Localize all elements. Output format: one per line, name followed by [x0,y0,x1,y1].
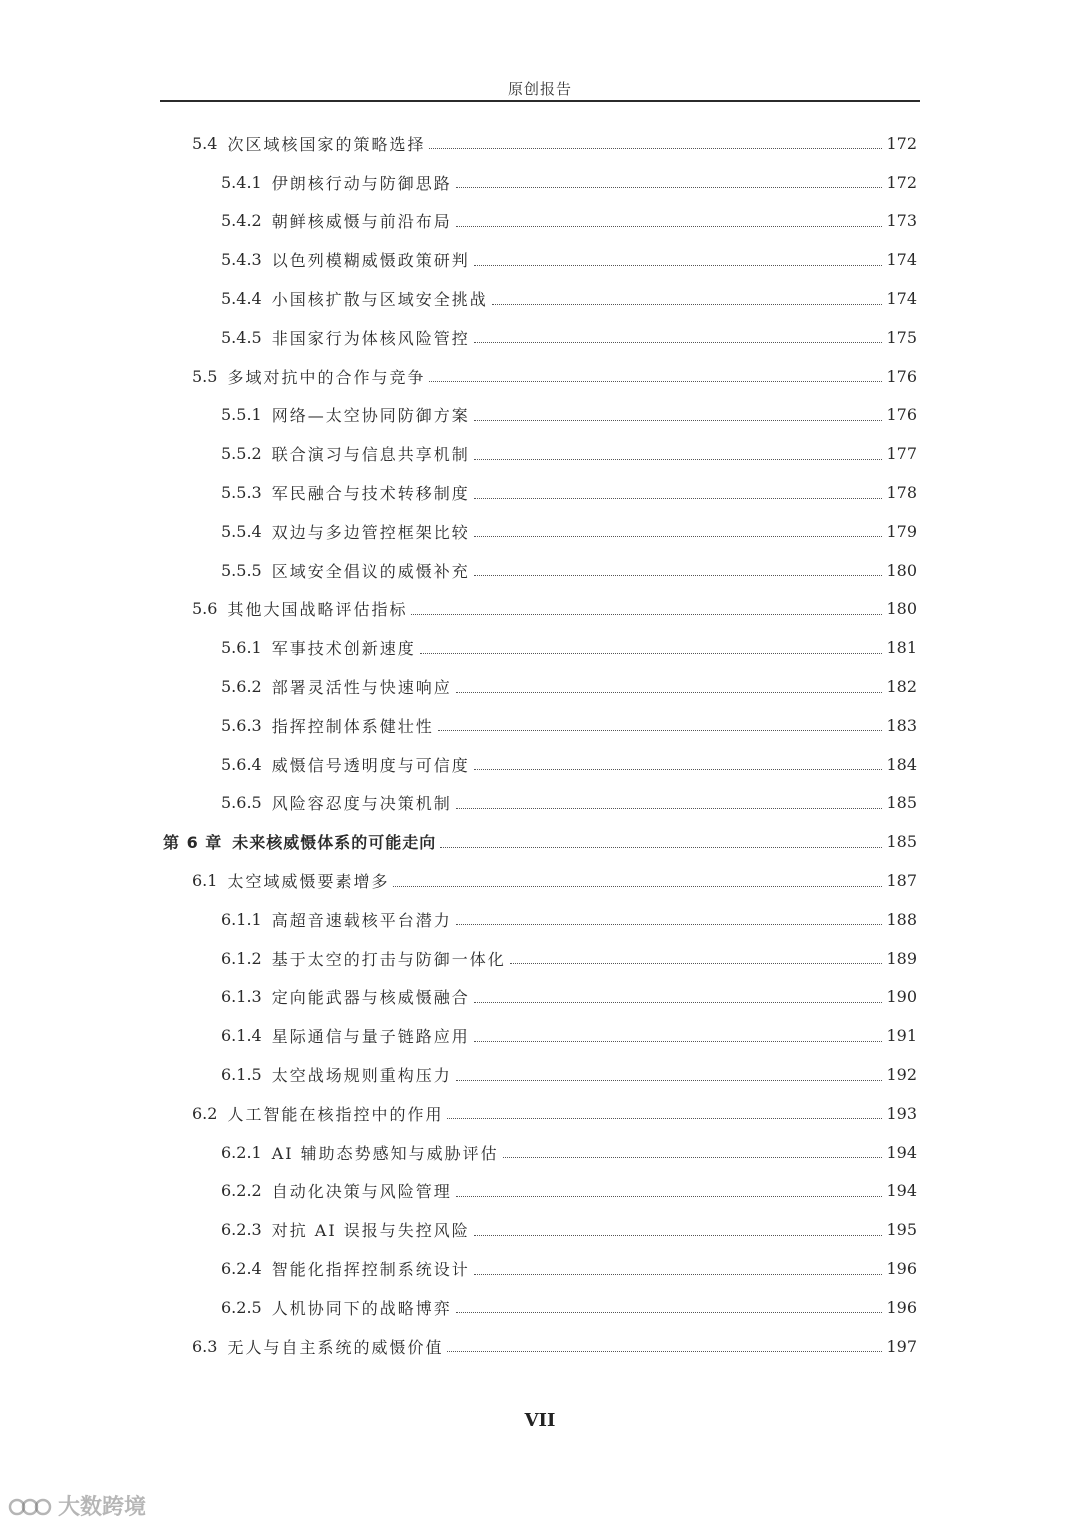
toc-entry[interactable] [221,163,917,202]
toc-dot-leader [456,1195,883,1197]
toc-entry-title: 指挥控制体系健壮性 [271,716,434,736]
toc-entry[interactable] [192,861,917,900]
toc-entry-number: 6.2.3 [221,1220,262,1240]
toc-entry[interactable] [221,1210,917,1249]
toc-entry-page: 179 [886,521,917,541]
toc-dot-leader [474,1273,883,1275]
toc-entry-number: 5.4.5 [221,327,262,347]
toc-entry-page: 193 [886,1103,917,1123]
toc-dot-leader [474,768,883,770]
toc-entry-number: 5.5.4 [221,521,262,541]
toc-entry[interactable] [221,434,917,473]
toc-dot-leader [510,962,883,964]
toc-entry-title: 次区域核国家的策略选择 [227,134,426,154]
toc-entry[interactable] [221,396,917,435]
toc-entry[interactable] [221,1249,917,1288]
toc-entry-title: 部署灵活性与快速响应 [271,678,452,698]
toc-entry[interactable] [221,628,917,667]
toc-entry-page: 174 [886,250,917,270]
toc-entry-page: 197 [886,1336,917,1356]
toc-entry-title: 太空战场规则重构压力 [271,1066,452,1086]
toc-entry[interactable] [221,202,917,241]
toc-entry[interactable] [192,1094,917,1133]
toc-entry-page: 180 [886,599,917,619]
toc-entry-page: 196 [886,1259,917,1279]
toc-dot-leader [411,613,882,615]
header-rule [160,100,920,102]
toc-entry-number: 5.5 [192,366,218,386]
toc-dot-leader [474,1001,883,1003]
toc-entry-number: 5.6.1 [221,638,262,658]
toc-entry-title: 智能化指挥控制系统设计 [271,1260,470,1280]
toc-entry-title: 自动化决策与风险管理 [271,1182,452,1202]
toc-entry-number: 6.2 [192,1103,218,1123]
toc-entry-page: 180 [886,560,917,580]
toc-entry-title: 伊朗核行动与防御思路 [271,173,452,193]
toc-dot-leader [474,535,883,537]
toc-entry-number: 5.6.3 [221,715,262,735]
toc-entry-title: 高超音速载核平台潜力 [271,910,452,930]
toc-entry-number: 6.2.4 [221,1259,262,1279]
toc-entry-title: 定向能武器与核威慑融合 [271,988,470,1008]
toc-entry[interactable] [192,357,917,396]
toc-entry-title: 多域对抗中的合作与竞争 [227,367,426,387]
toc-entry-title: 区域安全倡议的威慑补充 [271,561,470,581]
toc-dot-leader [456,1079,883,1081]
toc-entry-number: 6.1.1 [221,909,262,929]
toc-entry-number: 5.5.5 [221,560,262,580]
toc-entry-title: 其他大国战略评估指标 [227,600,408,620]
toc-entry-page: 172 [886,172,917,192]
toc-entry-title: 双边与多边管控框架比较 [271,522,470,542]
toc-entry-page: 194 [886,1142,917,1162]
toc-entry-page: 195 [886,1220,917,1240]
toc-entry-page: 192 [886,1065,917,1085]
toc-entry-number: 5.6.5 [221,793,262,813]
toc-entry-page: 190 [886,987,917,1007]
toc-entry-title: 星际通信与量子链路应用 [271,1027,470,1047]
toc-entry-title: 非国家行为体核风险管控 [271,328,470,348]
toc-dot-leader [456,923,883,925]
toc-entry[interactable] [221,240,917,279]
toc-entry[interactable] [221,667,917,706]
toc-dot-leader [420,652,883,654]
toc-entry-number: 5.5.2 [221,444,262,464]
toc-entry-number: 5.4.3 [221,250,262,270]
toc-entry[interactable] [221,784,917,823]
toc-entry-page: 191 [886,1026,917,1046]
toc-dot-leader [438,729,883,731]
toc-entry-number: 5.4.2 [221,211,262,231]
toc-entry-number: 6.1.4 [221,1026,262,1046]
toc-entry-title: 军民融合与技术转移制度 [271,484,470,504]
toc-entry-title: 无人与自主系统的威慑价值 [227,1337,444,1357]
toc-entry-page: 172 [886,133,917,153]
toc-entry-title: 人工智能在核指控中的作用 [227,1104,444,1124]
toc-entry-page: 176 [886,366,917,386]
toc-entry-title: 未来核威慑体系的可能走向 [232,833,437,853]
toc-dot-leader [456,807,883,809]
toc-entry[interactable] [221,279,917,318]
toc-entry[interactable] [221,512,917,551]
toc-dot-leader [456,691,883,693]
toc-dot-leader [474,1234,883,1236]
toc-entry-number: 5.6 [192,599,218,619]
toc-entry[interactable] [221,551,917,590]
toc-dot-leader [474,341,883,343]
toc-entry[interactable] [221,473,917,512]
toc-entry[interactable] [221,939,917,978]
toc-dot-leader [474,419,883,421]
toc-entry-page: 185 [886,832,917,852]
toc-entry[interactable] [221,318,917,357]
toc-entry-number: 6.2.1 [221,1142,262,1162]
toc-entry-page: 182 [886,677,917,697]
toc-entry[interactable] [221,1172,917,1211]
toc-entry-title: AI 辅助态势感知与威胁评估 [271,1143,499,1163]
toc-entry-number: 6.3 [192,1336,218,1356]
toc-entry-number: 6.2.5 [221,1297,262,1317]
toc-dot-leader [503,1156,883,1158]
toc-entry[interactable] [221,1016,917,1055]
toc-dot-leader [393,885,882,887]
toc-entry-title: 小国核扩散与区域安全挑战 [271,290,488,310]
toc-entry-page: 189 [886,948,917,968]
toc-entry-number: 6.1.5 [221,1065,262,1085]
toc-dot-leader [456,186,883,188]
toc-entry-number: 6.1.2 [221,948,262,968]
toc-entry-title: 人机协同下的战略博弈 [271,1298,452,1318]
toc-dot-leader [429,380,882,382]
toc-entry-page: 196 [886,1297,917,1317]
toc-entry-number: 5.5.3 [221,483,262,503]
toc-dot-leader [440,846,882,848]
toc-entry-title: 对抗 AI 误报与失控风险 [271,1221,470,1241]
toc-dot-leader [447,1117,882,1119]
toc-entry-number: 5.6.4 [221,754,262,774]
toc-entry-page: 194 [886,1181,917,1201]
toc-entry-page: 187 [886,871,917,891]
toc-entry-number: 6.1 [192,871,218,891]
toc-entry[interactable] [192,1327,917,1366]
toc-entry-page: 183 [886,715,917,735]
toc-entry-number: 6.1.3 [221,987,262,1007]
toc-entry-number: 6.2.2 [221,1181,262,1201]
toc-entry-title: 以色列模糊威慑政策研判 [271,251,470,271]
toc-entry-number: 5.5.1 [221,405,262,425]
toc-entry[interactable] [221,1055,917,1094]
toc-entry-title: 威慑信号透明度与可信度 [271,755,470,775]
running-header-title: 原创报告 [507,80,572,98]
toc-entry-number: 5.4.4 [221,289,262,309]
toc-entry[interactable] [221,1288,917,1327]
toc-entry[interactable] [221,745,917,784]
toc-entry-number: 第 6 章 [163,833,223,853]
toc-entry-title: 太空域威慑要素增多 [227,872,390,892]
watermark-logo-icon [8,1494,52,1518]
toc-dot-leader [429,147,882,149]
toc-entry-page: 173 [886,211,917,231]
toc-entry[interactable] [192,124,917,163]
toc-entry-title: 朝鲜核威慑与前沿布局 [271,212,452,232]
toc-entry-number: 5.4.1 [221,172,262,192]
toc-dot-leader [447,1350,882,1352]
toc-dot-leader [474,574,883,576]
toc-entry[interactable] [221,978,917,1017]
toc-entry[interactable] [221,706,917,745]
toc-entry-page: 181 [886,638,917,658]
watermark-text: 大数跨境 [58,1495,147,1520]
toc-entry-title: 网络—太空协同防御方案 [271,406,470,426]
watermark [8,1490,146,1521]
toc-entry-title: 风险容忍度与决策机制 [271,794,452,814]
toc-dot-leader [474,264,883,266]
page-number: VII [524,1410,556,1431]
toc-dot-leader [492,303,883,305]
toc-entry[interactable] [163,822,917,861]
toc-dot-leader [456,225,883,227]
toc-entry-page: 174 [886,289,917,309]
toc-dot-leader [474,497,883,499]
toc-entry-title: 基于太空的打击与防御一体化 [271,949,506,969]
toc-entry-page: 178 [886,483,917,503]
toc-dot-leader [456,1311,883,1313]
toc-entry-page: 188 [886,909,917,929]
toc-entry-page: 177 [886,444,917,464]
toc-entry-title: 军事技术创新速度 [271,639,416,659]
toc-entry-page: 175 [886,327,917,347]
toc-entry-title: 联合演习与信息共享机制 [271,445,470,465]
toc-entry-page: 184 [886,754,917,774]
toc-entry-page: 185 [886,793,917,813]
toc-dot-leader [474,1040,883,1042]
toc-entry[interactable] [192,590,917,629]
toc-entry[interactable] [221,1133,917,1172]
toc-dot-leader [474,458,883,460]
toc-entry-number: 5.6.2 [221,677,262,697]
toc-entry-number: 5.4 [192,133,218,153]
toc-entry[interactable] [221,900,917,939]
toc-entry-page: 176 [886,405,917,425]
